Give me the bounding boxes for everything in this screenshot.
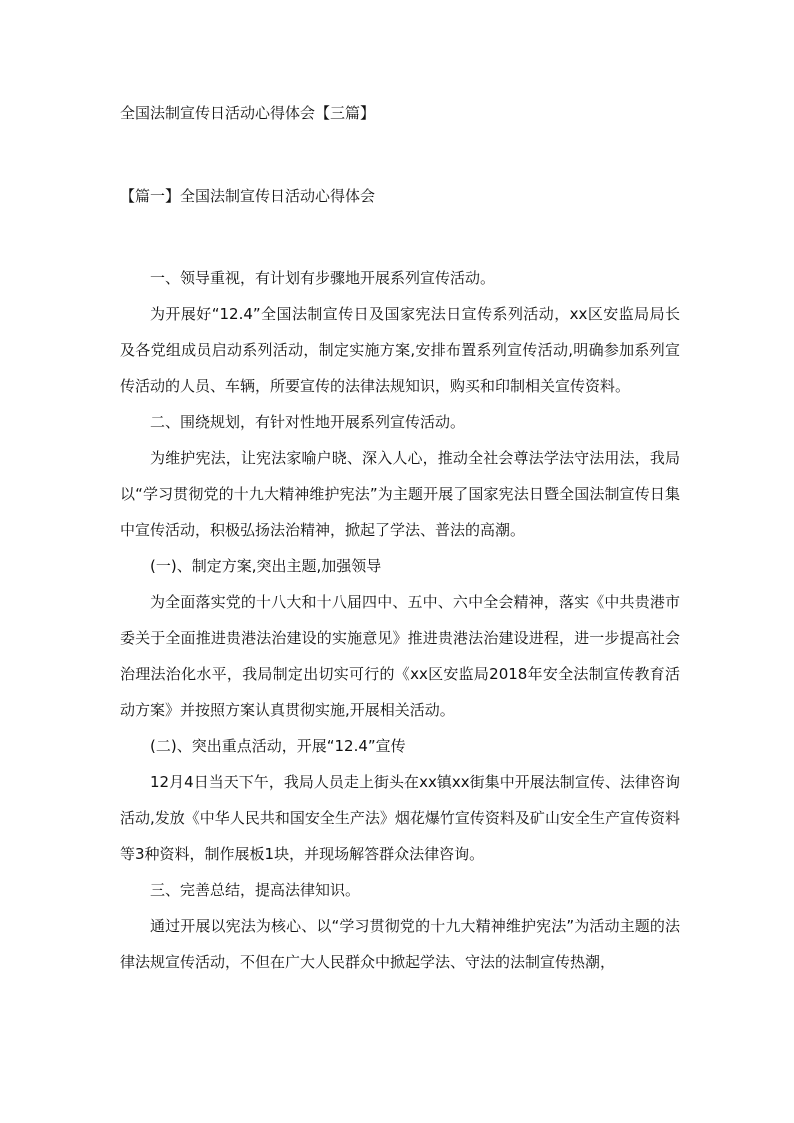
paragraph-subheading-2: (二)、突出重点活动，开展“12.4”宣传 — [150, 737, 406, 755]
paragraph: 通过开展以宪法为核心、以“学习贯彻党的十九大精神维护宪法”为活动主题的法律法规宣传活动，不但在广大人民群众中掀起学法、守法的法制宣传热潮， — [120, 917, 680, 971]
paragraph-heading-3: 三、完善总结，提高法律知识。 — [150, 881, 361, 899]
paragraph-heading-2: 二、围绕规划，有针对性地开展系列宣传活动。 — [150, 413, 466, 431]
paragraph-heading-1: 一、领导重视，有计划有步骤地开展系列宣传活动。 — [150, 269, 496, 287]
paragraph: 为开展好“12.4”全国法制宣传日及国家宪法日宣传系列活动，xx区安监局局长及各党组成员启动系列活动，制定实施方案,安排布置系列宣传活动,明确参加系列宣传活动的人员、车辆，所要宣传的法律法规知识，购买和印制相关宣传资料。 — [120, 305, 680, 395]
paragraph: 为全面落实党的十八大和十八届四中、五中、六中全会精神，落实《中共贵港市委关于全面推进贵港法治建设的实施意见》推进贵港法治建设进程，进一步提高社会治理法治化水平，我局制定出切实可行的《xx区安监局2018年安全法制宣传教育活动方案》并按照方案认真贯彻实施,开展相关活动。 — [120, 593, 680, 719]
document-body — [120, 260, 680, 980]
paragraph: 12月4日当天下午，我局人员走上街头在xx镇xx街集中开展法制宣传、法律咨询活动,发放《中华人民共和国安全生产法》烟花爆竹宣传资料及矿山安全生产宣传资料等3种资料，制作展板1块，并现场解答群众法律咨询。 — [120, 773, 680, 863]
paragraph: 为维护宪法，让宪法家喻户晓、深入人心，推动全社会尊法学法守法用法，我局以“学习贯彻党的十九大精神维护宪法”为主题开展了国家宪法日暨全国法制宣传日集中宣传活动，积极弘扬法治精神，掀起了学法、普法的高潮。 — [120, 449, 680, 539]
paragraph-subheading-1: (一)、制定方案,突出主题,加强领导 — [150, 557, 382, 575]
document-title: 全国法制宣传日活动心得体会【三篇】 — [120, 104, 376, 122]
section-title: 【篇一】全国法制宣传日活动心得体会 — [120, 187, 376, 205]
